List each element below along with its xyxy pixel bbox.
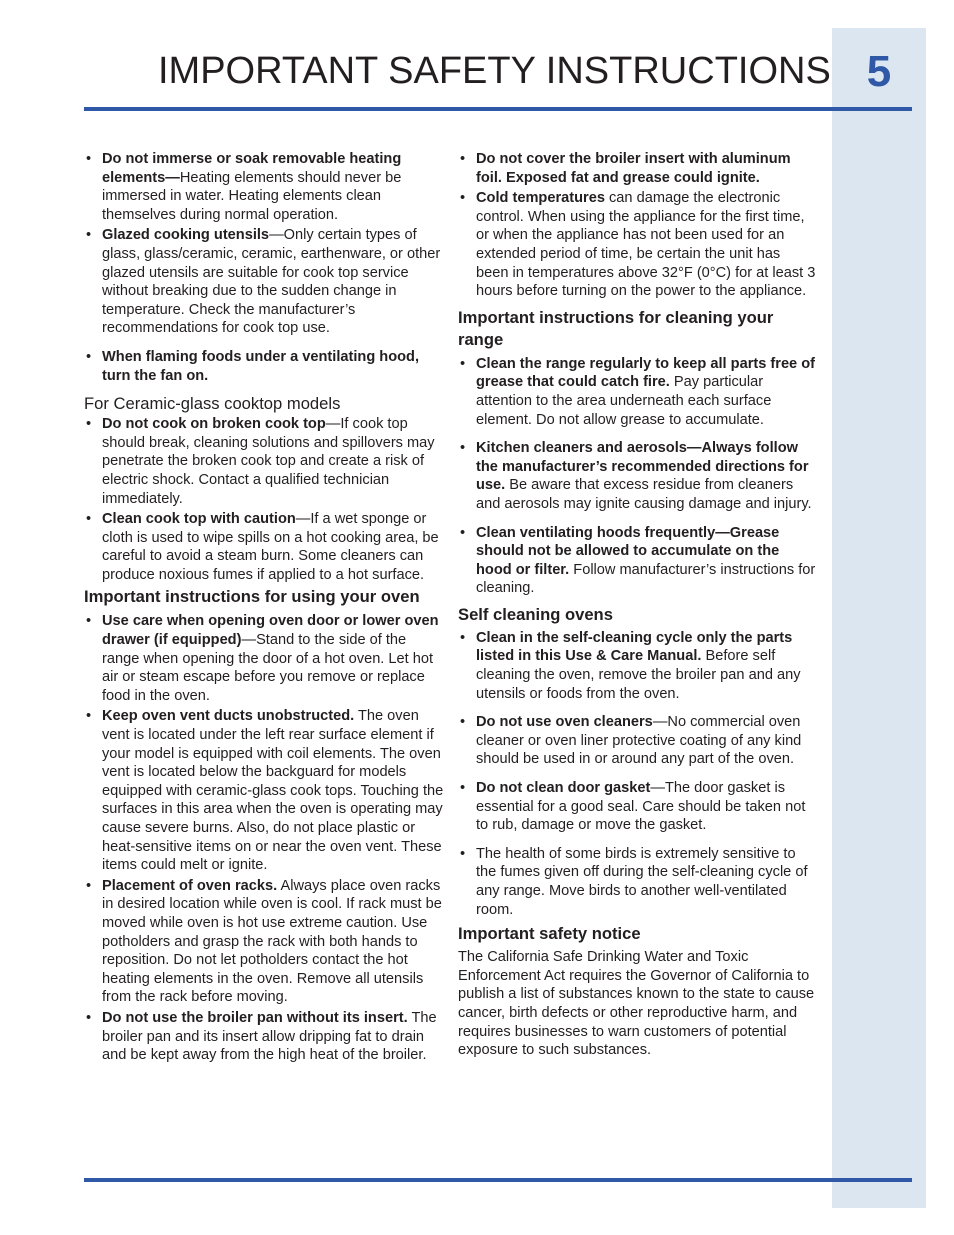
item-bold-lead: Glazed cooking utensils [102, 227, 270, 244]
page-number-tab [832, 28, 926, 1208]
section-heading-notice: Important safety notice [458, 924, 641, 944]
item-bold-lead: Cold temperatures [476, 190, 605, 207]
item-bold-lead: Keep oven vent ducts unobstructed. [102, 708, 355, 725]
item-text: —The door gasket is essential for a good seal. Care should be taken not to rub, damage or move the gasket. [476, 780, 806, 834]
list-item [458, 355, 816, 429]
notice-paragraph: The California Safe Drinking Water and Toxic Enforcement Act requires the Governor of California to publish a list of substances known to the state to cause cancer, birth defects or other reproductive harm, and requires businesses to warn customers of potential exposure to such substances. [458, 949, 815, 1059]
list-item [458, 779, 816, 835]
list-item [84, 415, 444, 508]
list-item [458, 713, 816, 769]
page-title: IMPORTANT SAFETY INSTRUCTIONS [158, 50, 831, 92]
item-text: The broiler pan and its insert allow dripping fat to drain and be kept away from the high heat of the broiler. [102, 1009, 437, 1064]
item-text: —If cook top should break, cleaning solutions and spillovers may penetrate the broken cook top and create a risk of electric shock. Contact a qualified technician immediately. [102, 416, 435, 507]
list-item [84, 877, 444, 1007]
item-bold-lead: Clean cook top with caution [102, 511, 296, 528]
item-text: —Only certain types of glass, glass/ceramic, ceramic, earthenware, or other glazed utensils are suitable for cook top service without breaking due to the sudden change in temperature. Check the manufacturer’s recommendations for cook top use. [102, 227, 441, 337]
list-item [84, 348, 444, 385]
right-column [458, 150, 816, 1060]
item-text: The health of some birds is extremely sensitive to the fumes given off during the self-cleaning cycle of any range. Move birds to another well-ventilated room. [476, 845, 808, 918]
item-bold-lead: Do not use the broiler pan without its insert. [102, 1009, 408, 1026]
section-heading-oven: Important instructions for using your oven [84, 587, 420, 607]
list-item [84, 226, 444, 338]
list-item [84, 707, 444, 874]
item-bold-lead: Do not cook on broken cook top [102, 416, 326, 433]
item-bold-lead: Do not cover the broiler insert with aluminum foil. Exposed fat and grease could ignite. [476, 151, 791, 186]
list-item [458, 150, 816, 187]
item-text: —No commercial oven cleaner or oven liner protective coating of any kind should be used in or around any part of the oven. [476, 714, 802, 768]
list-item [84, 612, 444, 705]
list-item [458, 845, 816, 919]
item-bold-lead: Do not clean door gasket [476, 780, 651, 797]
item-text: Be aware that excess residue from cleaners and aerosols may ignite causing damage and injury. [476, 477, 812, 512]
section-heading-ceramic: For Ceramic-glass cooktop models [84, 394, 341, 414]
item-text: Follow manufacturer’s instructions for cleaning. [476, 561, 816, 597]
left-column [84, 150, 444, 1065]
list-item [458, 189, 816, 301]
item-text: —If a wet sponge or cloth is used to wipe spills on a hot cooking area, be careful to avoid a steam burn. Some cleaners can produce noxious fumes if applied to a hot surface. [102, 511, 439, 583]
list-item [84, 150, 444, 224]
item-text: can damage the electronic control. When using the appliance for the first time, or when the appliance has not been used for an extended period of time, be certain the unit has been in temperatures above 32°F (0°C) for at least 3 hours before turning on the power to the appliance. [476, 190, 816, 300]
item-text: Always place oven racks in desired location while oven is cool. If rack must be moved while oven is hot use extreme caution. Use potholders and grasp the rack with both hands to reposition. Do not let potholders contact the hot heating elements in the oven. Remove all utensils from the rack before moving. [102, 877, 442, 1006]
item-bold-lead: When flaming foods under a ventilating hood, turn the fan on. [102, 348, 420, 384]
page-number: 5 [866, 47, 892, 96]
item-text: —Stand to the side of the range when opening the door of a hot oven. Let hot air or steam escape before you remove or replace food in the oven. [102, 632, 434, 704]
list-item [84, 1009, 444, 1065]
section-heading-cleaning: Important instructions for cleaning your range [458, 307, 774, 349]
item-bold-lead: Do not use oven cleaners [476, 714, 653, 731]
list-item [84, 510, 444, 584]
item-text: The oven vent is located under the left rear surface element if your model is equipped with coil elements. The oven vent is located below the backguard for models equipped with ceramic-glass cook tops. Touching the surfaces in this area when the oven is operating may cause severe burns. Also, do not place plastic or heat-sensitive items on or near the oven vent. These items could melt or ignite. [102, 708, 444, 874]
item-bold-lead: Clean the range regularly to keep all parts free of grease that could catch fire. [476, 355, 816, 391]
section-heading-self-cleaning: Self cleaning ovens [458, 604, 613, 624]
item-bold-lead: Kitchen cleaners and aerosols—Always follow the manufacturer’s recommended directions for use. [476, 440, 809, 494]
item-bold-lead: Clean in the self-cleaning cycle only the parts listed in this Use & Care Manual. [476, 629, 793, 665]
footer-rule [84, 1178, 912, 1182]
item-text: Pay particular attention to the area underneath each surface element. Do not allow grease to accumulate. [476, 374, 772, 428]
item-bold-lead: Do not immerse or soak removable heating elements— [102, 151, 402, 186]
item-text: Before self cleaning the oven, remove the broiler pan and any utensils or foods from the oven. [476, 648, 801, 702]
item-bold-lead: Clean ventilating hoods frequently—Grease should not be allowed to accumulate on the hood or filter. [476, 524, 780, 578]
item-bold-lead: Placement of oven racks. [102, 877, 278, 894]
list-item [458, 439, 816, 513]
item-text: Heating elements should never be immersed in water. Heating elements clean themselves during normal operation. [102, 169, 402, 223]
list-item [458, 629, 816, 703]
list-item [458, 524, 816, 598]
item-bold-lead: Use care when opening oven door or lower oven drawer (if equipped) [102, 613, 439, 649]
header-rule [84, 107, 912, 111]
